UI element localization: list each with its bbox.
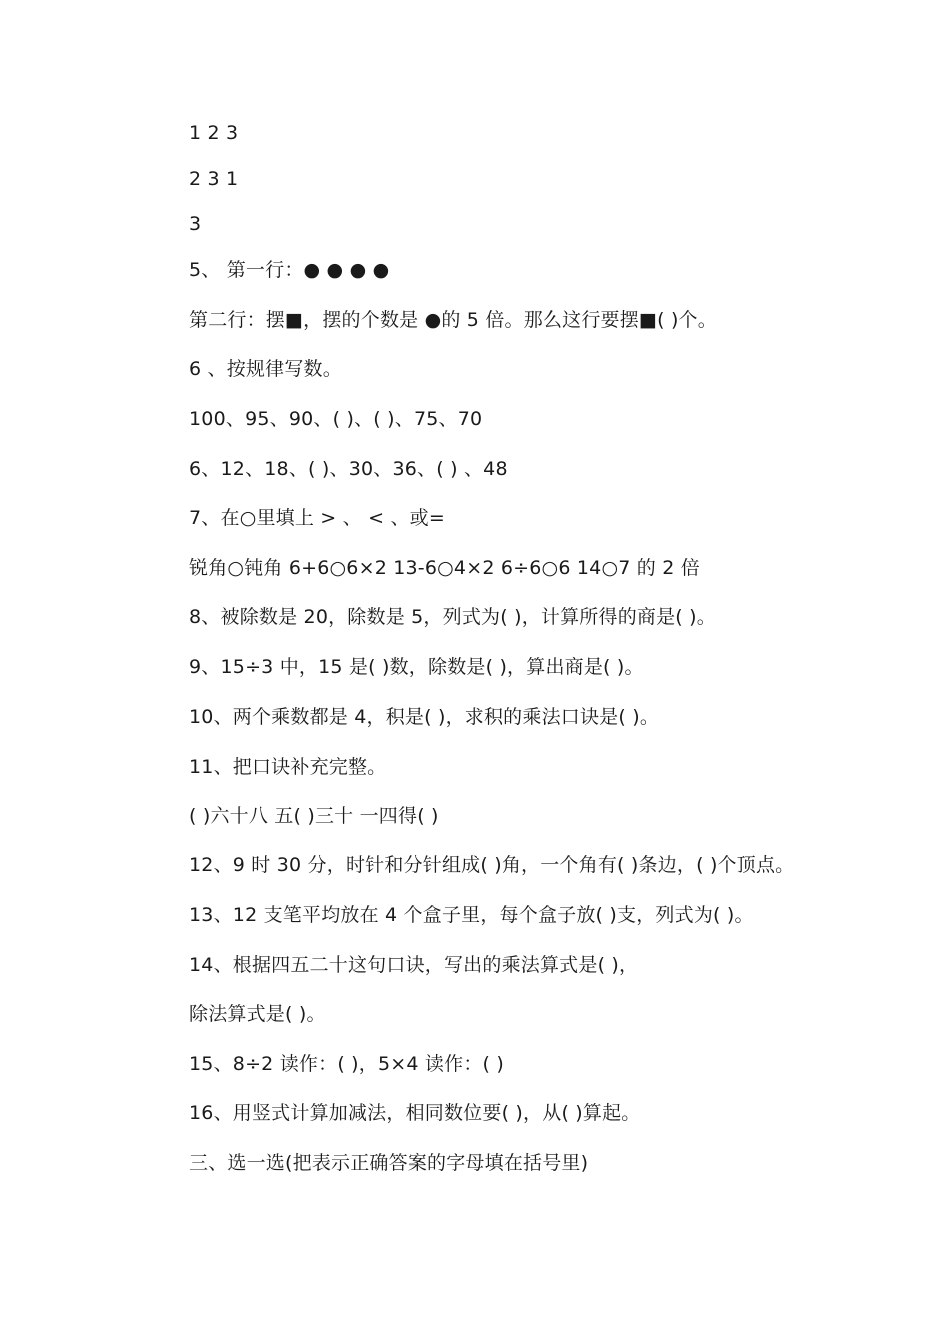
section-3-heading: 三、选一选(把表示正确答案的字母填在括号里) (189, 1152, 589, 1174)
question-9: 9、15÷3 中，15 是( )数，除数是( )，算出商是( )。 (189, 656, 644, 678)
sequence-row-1: 1 2 3 (189, 122, 239, 144)
sequence-row-2: 2 3 1 (189, 168, 239, 190)
question-7-items: 锐角○钝角 6+6○6×2 13-6○4×2 6÷6○6 14○7 的 2 倍 (189, 557, 700, 579)
question-14-row-2: 除法算式是( )。 (189, 1003, 326, 1025)
question-5-row-1: 5、 第一行：● ● ● ● (189, 259, 390, 281)
question-5-row-2: 第二行：摆■，摆的个数是 ●的 5 倍。那么这行要摆■( )个。 (189, 309, 717, 331)
question-7-title: 7、在○里填上 > 、 < 、或= (189, 507, 445, 529)
question-12: 12、9 时 30 分，时针和分针组成( )角，一个角有( )条边，( )个顶点。 (189, 854, 795, 876)
question-10: 10、两个乘数都是 4，积是( )，求积的乘法口诀是( )。 (189, 706, 660, 728)
question-15: 15、8÷2 读作：( )，5×4 读作：( ) (189, 1053, 504, 1075)
question-11-title: 11、把口诀补充完整。 (189, 756, 387, 778)
question-6-title: 6 、按规律写数。 (189, 358, 342, 380)
question-16: 16、用竖式计算加减法，相同数位要( )，从( )算起。 (189, 1102, 641, 1124)
question-6-sequence-2: 6、12、18、( )、30、36、( ) 、48 (189, 458, 508, 480)
question-11-items: ( )六十八 五( )三十 一四得( ) (189, 805, 439, 827)
sequence-row-3: 3 (189, 213, 202, 235)
question-13: 13、12 支笔平均放在 4 个盒子里，每个盒子放( )支，列式为( )。 (189, 904, 754, 926)
question-8: 8、被除数是 20，除数是 5，列式为( )，计算所得的商是( )。 (189, 606, 716, 628)
question-14-row-1: 14、根据四五二十这句口诀，写出的乘法算式是( )， (189, 954, 639, 976)
question-6-sequence-1: 100、95、90、( )、( )、75、70 (189, 408, 483, 430)
